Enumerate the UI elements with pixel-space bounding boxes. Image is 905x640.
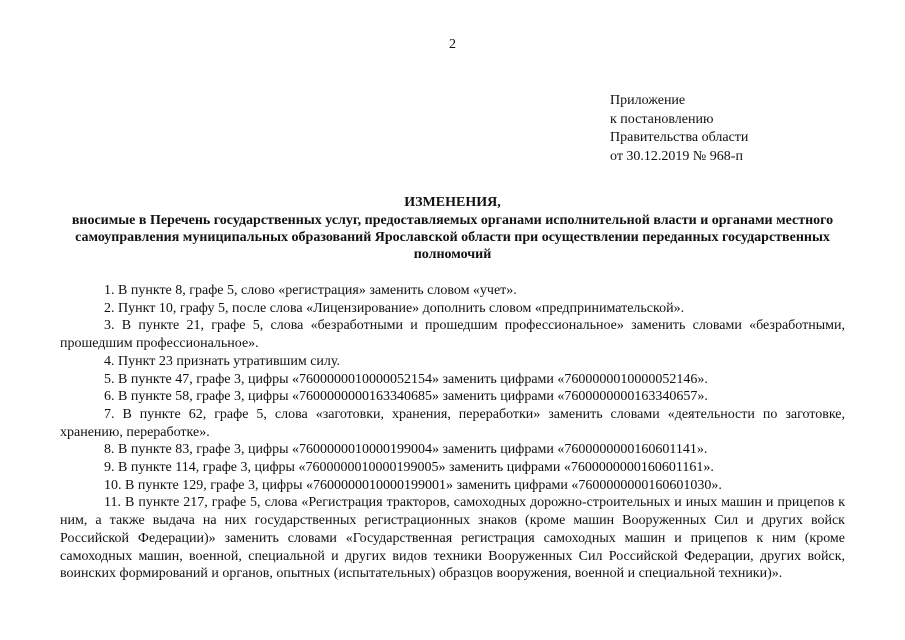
appendix-line: к постановлению	[610, 111, 714, 127]
list-item: 5. В пункте 47, графе 3, цифры «7600000010000052154» заменить цифрами «7600000010000052146».	[104, 371, 708, 387]
list-item: 10. В пункте 129, графе 3, цифры «7600000010000199001» заменить цифрами «7600000000160601030».	[104, 477, 722, 493]
document-subtitle: вносимые в Перечень государственных услуг, предоставляемых органами исполнительной власти и органами местного самоуправления муниципальных образований Ярославской области при осуществлении переданных государственных полномочий	[71, 213, 834, 262]
appendix-block	[610, 92, 748, 166]
list-item: 9. В пункте 114, графе 3, цифры «7600000010000199005» заменить цифрами «7600000000160601161».	[104, 460, 714, 476]
appendix-line: Приложение	[610, 93, 686, 108]
appendix-line: от 30.12.2019 № 968-п	[610, 148, 743, 164]
list-item: 8. В пункте 83, графе 3, цифры «7600000010000199004» заменить цифрами «7600000000160601141».	[104, 442, 708, 458]
list-item: 6. В пункте 58, графе 3, цифры «7600000000163340685» заменить цифрами «7600000000163340657».	[104, 389, 708, 405]
page-number: 2	[449, 37, 456, 52]
list-item: 4. Пункт 23 признать утратившим силу.	[104, 353, 340, 369]
list-item: 1. В пункте 8, графе 5, слово «регистрация» заменить словом «учет».	[104, 283, 517, 298]
document-heading: ИЗМЕНЕНИЯ,	[404, 195, 501, 210]
list-item: 2. Пункт 10, графу 5, после слова «Лицензирование» дополнить словом «предпринимательской».	[104, 300, 685, 316]
list-item: 3. В пункте 21, графе 5, слова «безработными и прошедшим профессиональное» заменить словами «безработными, прошедшим профессиональное».	[60, 318, 845, 352]
list-item: 7. В пункте 62, графе 5, слова «заготовки, хранения, переработки» заменить словами «деятельности по заготовке, хранению, переработке».	[60, 406, 845, 440]
list-item: 11. В пункте 217, графе 5, слова «Регистрация тракторов, самоходных дорожно-строительных и иных машин и прицепов к ним, а также выдача на них государственных регистрационных знаков (кроме машин Вооруженных Сил и других войск Российской Федерации)» заменить словами «Государственная регистрация самоходных машин и прицепов к ним (кроме самоходных машин, военной, специальной и других видов техники Вооруженных Сил Российской Федерации, других войск, воинских формирований и органов, опытных (испытательных) образцов вооружения, военной и специальной техники)».	[60, 495, 845, 582]
title-block	[60, 194, 845, 263]
appendix-line: Правительства области	[610, 130, 749, 145]
changes-list	[60, 282, 845, 583]
